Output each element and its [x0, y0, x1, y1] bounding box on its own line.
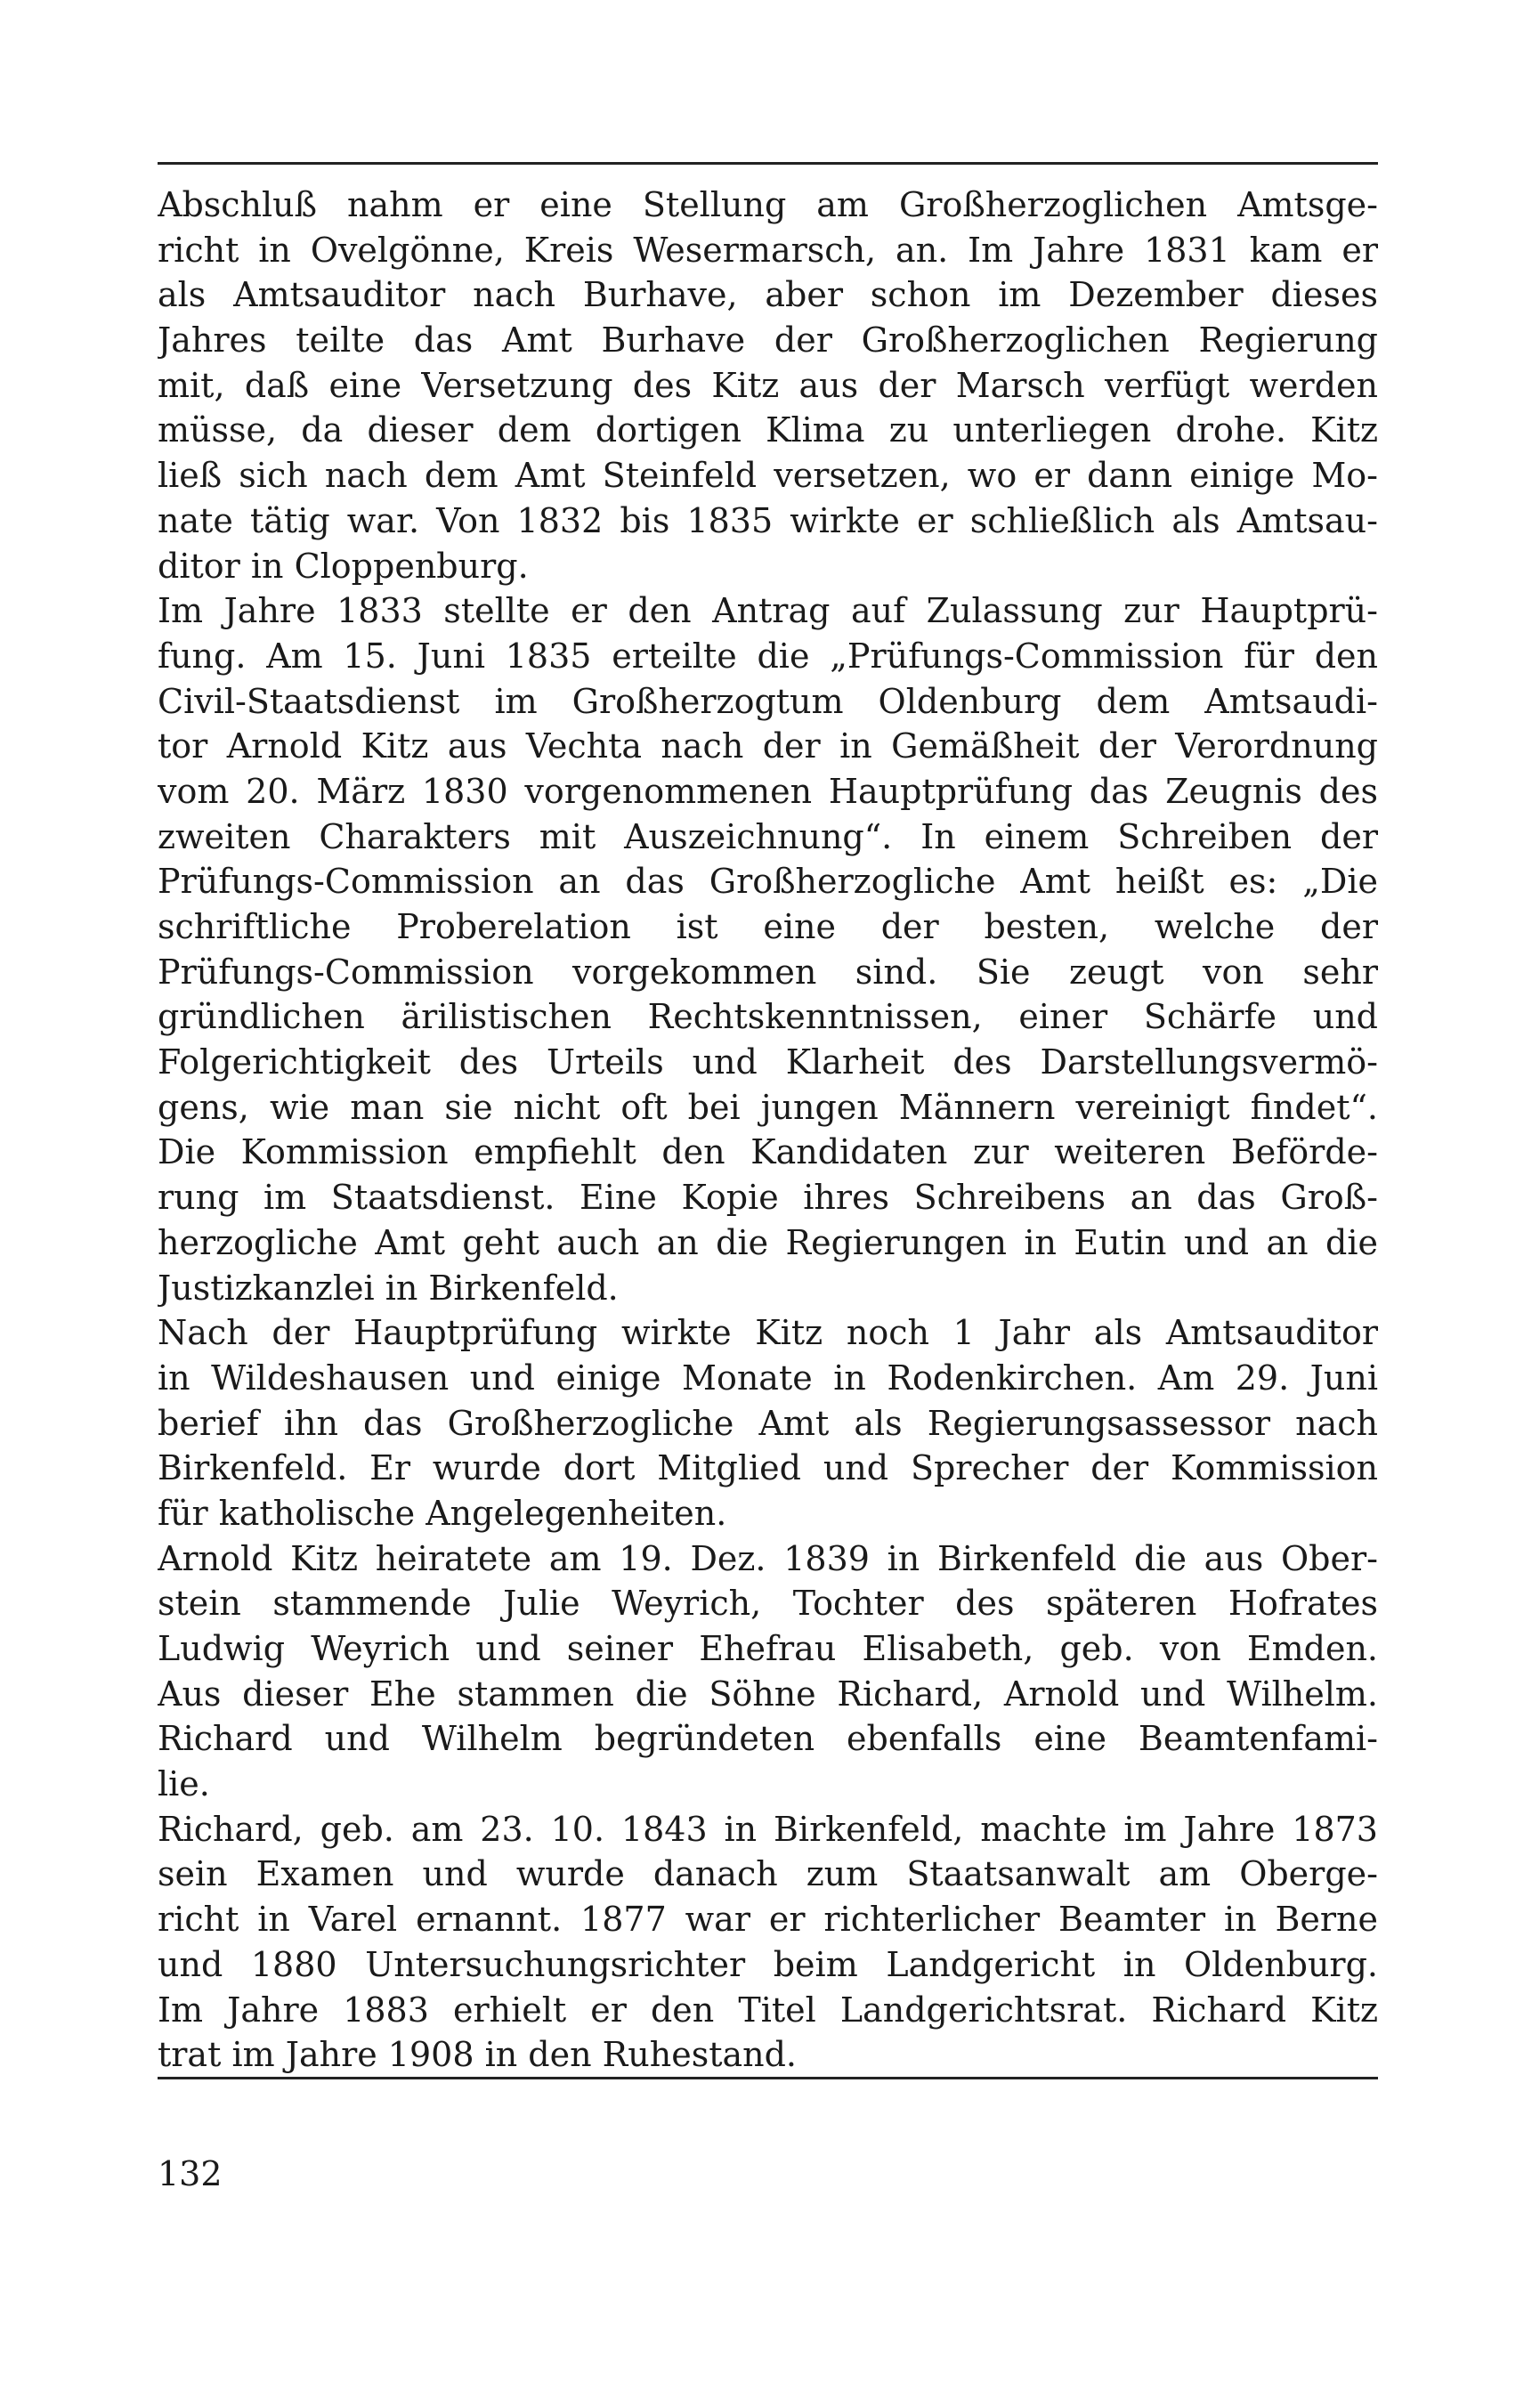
text-line: Birkenfeld. Er wurde dort Mitglied und Sprecher der Kommission — [158, 1448, 1378, 1488]
text-line: schriftliche Proberelation ist eine der besten, welche der — [158, 907, 1378, 946]
text-line: gens, wie man sie nicht oft bei jungen Männern vereinigt findet“. — [158, 1087, 1378, 1127]
text-line: Arnold Kitz heiratete am 19. Dez. 1839 in Birkenfeld die aus Ober- — [158, 1538, 1378, 1578]
text-line: stein stammende Julie Weyrich, Tochter des späteren Hofrates — [158, 1584, 1378, 1624]
text-line: tor Arnold Kitz aus Vechta nach der in Gemäßheit der Verordnung — [158, 726, 1378, 766]
text-line: herzogliche Amt geht auch an die Regierungen in Eutin und an die — [158, 1222, 1378, 1262]
text-line: Im Jahre 1883 erhielt er den Titel Landgerichtsrat. Richard Kitz — [158, 1990, 1378, 2030]
text-line: Civil-Staatsdienst im Großherzogtum Oldenburg dem Amtsaudi- — [158, 681, 1378, 721]
text-line: vom 20. März 1830 vorgenommenen Hauptprüfung das Zeugnis des — [158, 771, 1378, 811]
text-line: Im Jahre 1833 stellte er den Antrag auf Zulassung zur Hauptprü- — [158, 591, 1378, 631]
text-line: rung im Staatsdienst. Eine Kopie ihres Schreibens an das Groß- — [158, 1178, 1378, 1218]
text-line: Prüfungs-Commission an das Großherzogliche Amt heißt es: „Die — [158, 862, 1378, 902]
page-number: 132 — [158, 2154, 223, 2193]
text-line: Folgerichtigkeit des Urteils und Klarheit des Darstellungsvermö- — [158, 1042, 1378, 1082]
text-line: zweiten Charakters mit Auszeichnung“. In einem Schreiben der — [158, 816, 1378, 856]
text-line: in Wildeshausen und einige Monate in Rodenkirchen. Am 29. Juni — [158, 1358, 1378, 1398]
text-line: nate tätig war. Von 1832 bis 1835 wirkte er schließlich als Amtsau- — [158, 500, 1378, 540]
text-line: Nach der Hauptprüfung wirkte Kitz noch 1 Jahr als Amtsauditor — [158, 1313, 1378, 1353]
text-line: ließ sich nach dem Amt Steinfeld versetzen, wo er dann einige Mo- — [158, 456, 1378, 496]
text-line: richt in Varel ernannt. 1877 war er richterlicher Beamter in Berne — [158, 1900, 1378, 1940]
text-line: sein Examen und wurde danach zum Staatsanwalt am Oberge- — [158, 1854, 1378, 1894]
text-line: und 1880 Untersuchungsrichter beim Landgericht in Oldenburg. — [158, 1944, 1378, 1984]
text-line: Justizkanzlei in Birkenfeld. — [158, 1268, 619, 1308]
bottom-rule — [158, 2077, 1378, 2079]
text-line: mit, daß eine Versetzung des Kitz aus der Marsch verfügt werden — [158, 365, 1378, 405]
text-line: berief ihn das Großherzogliche Amt als Regierungsassessor nach — [158, 1403, 1378, 1443]
text-line: als Amtsauditor nach Burhave, aber schon im Dezember dieses — [158, 275, 1378, 315]
text-line: Richard, geb. am 23. 10. 1843 in Birkenfeld, machte im Jahre 1873 — [158, 1809, 1378, 1849]
text-line: Aus dieser Ehe stammen die Söhne Richard, Arnold und Wilhelm. — [158, 1674, 1378, 1714]
text-line: Abschluß nahm er eine Stellung am Großherzoglichen Amtsge- — [158, 185, 1378, 224]
text-line: Die Kommission empfiehlt den Kandidaten zur weiteren Beförde- — [158, 1132, 1378, 1172]
text-line: richt in Ovelgönne, Kreis Wesermarsch, an. Im Jahre 1831 kam er — [158, 230, 1378, 270]
text-line: gründlichen ärilistischen Rechtskenntnissen, einer Schärfe und — [158, 997, 1378, 1037]
text-line: Jahres teilte das Amt Burhave der Großherzoglichen Regierung — [158, 320, 1378, 361]
body-text — [158, 182, 1378, 2078]
text-line: für katholische Angelegenheiten. — [158, 1493, 727, 1533]
text-line: fung. Am 15. Juni 1835 erteilte die „Prüfungs-Commission für den — [158, 636, 1378, 676]
text-line: trat im Jahre 1908 in den Ruhestand. — [158, 2035, 798, 2075]
text-line: ditor in Cloppenburg. — [158, 546, 529, 586]
text-line: Prüfungs-Commission vorgekommen sind. Sie zeugt von sehr — [158, 952, 1378, 992]
text-line: Richard und Wilhelm begründeten ebenfalls eine Beamtenfami- — [158, 1719, 1378, 1759]
text-line: Ludwig Weyrich und seiner Ehefrau Elisabeth, geb. von Emden. — [158, 1629, 1378, 1668]
top-rule — [158, 162, 1378, 165]
text-line: lie. — [158, 1764, 210, 1804]
text-line: müsse, da dieser dem dortigen Klima zu unterliegen drohe. Kitz — [158, 410, 1378, 450]
